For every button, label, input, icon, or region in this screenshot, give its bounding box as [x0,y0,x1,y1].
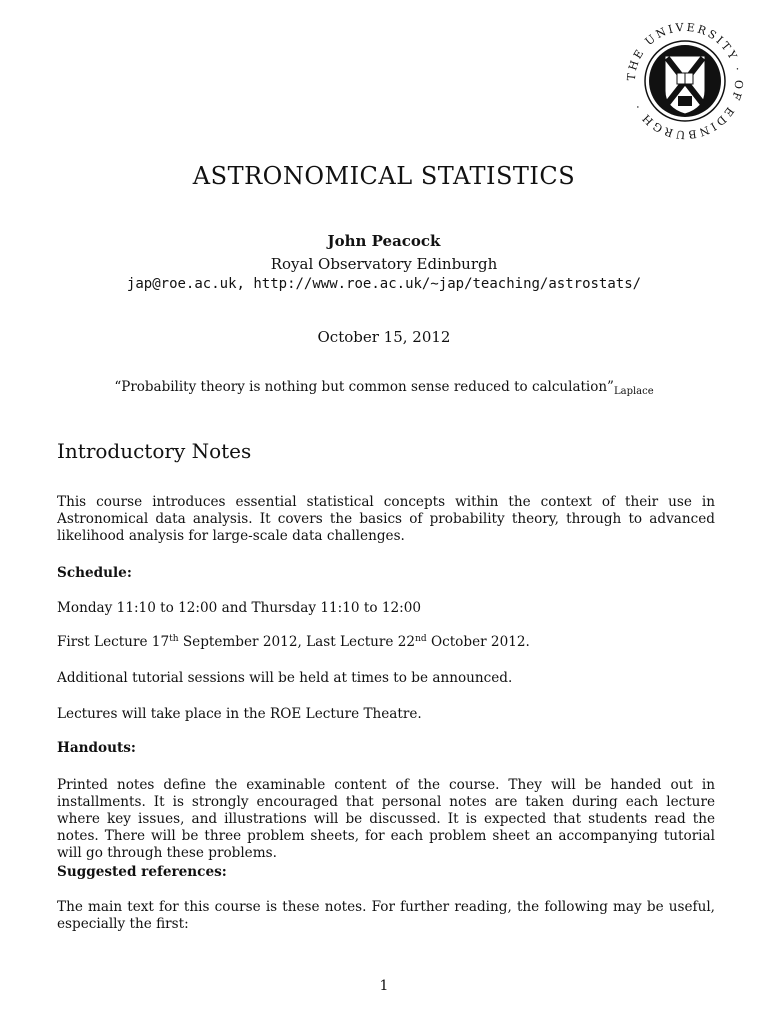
document-title: ASTRONOMICAL STATISTICS [192,162,576,190]
contact-links[interactable]: jap@roe.ac.uk, http://www.roe.ac.uk/∼jap/teaching/astrostats/ [126,276,642,292]
quote-attribution: Laplace [613,386,654,397]
references-heading: Suggested references: [57,864,227,880]
first-lecture-prefix: First Lecture 17 [57,634,170,650]
document-date: October 15, 2012 [317,328,451,346]
schedule-times: Monday 11:10 to 12:00 and Thursday 11:10 to 12:00 [57,600,422,616]
first-lecture-ordinal: th [169,634,179,644]
svg-text:THE UNIVERSITY · OF EDINBURGH: THE UNIVERSITY · OF EDINBURGH · [624,20,746,142]
references-paragraph: The main text for this course is these notes. For further reading, the following may be useful, especially the first: [57,899,715,932]
tutorials-note: Additional tutorial sessions will be held at times to be announced. [57,670,513,686]
page-number: 1 [379,978,389,994]
last-lecture-suffix: October 2012. [426,634,530,650]
last-lecture-ordinal: nd [415,634,427,644]
last-lecture-prefix: September 2012, Last Lecture 22 [178,634,416,650]
quote-text: “Probability theory is nothing but common sense reduced to calculation” [114,379,614,395]
lecture-dates [57,634,715,651]
intro-paragraph: This course introduces essential statistical concepts within the context of their use in Astronomical data analysis. It covers the basics of probability theory, through to advanced likelihood analysis for large-scale data challenges. [57,494,715,544]
author-name: John Peacock [327,232,441,250]
handouts-paragraph: Printed notes define the examinable content of the course. They will be handed out in installments. It is strongly encouraged that personal notes are taken during each lecture where key issues, and illustrations will be discussed. It is expected that students read the notes. There will be three problem sheets, for each problem sheet an accompanying tutorial will go through these problems. [57,777,715,861]
epigraph-quote [0,379,768,397]
author-affiliation: Royal Observatory Edinburgh [270,255,498,273]
schedule-heading: Schedule: [57,565,132,581]
university-seal-logo [620,16,750,146]
location-note: Lectures will take place in the ROE Lecture Theatre. [57,706,422,722]
section-heading: Introductory Notes [57,439,252,463]
handouts-heading: Handouts: [57,740,136,756]
